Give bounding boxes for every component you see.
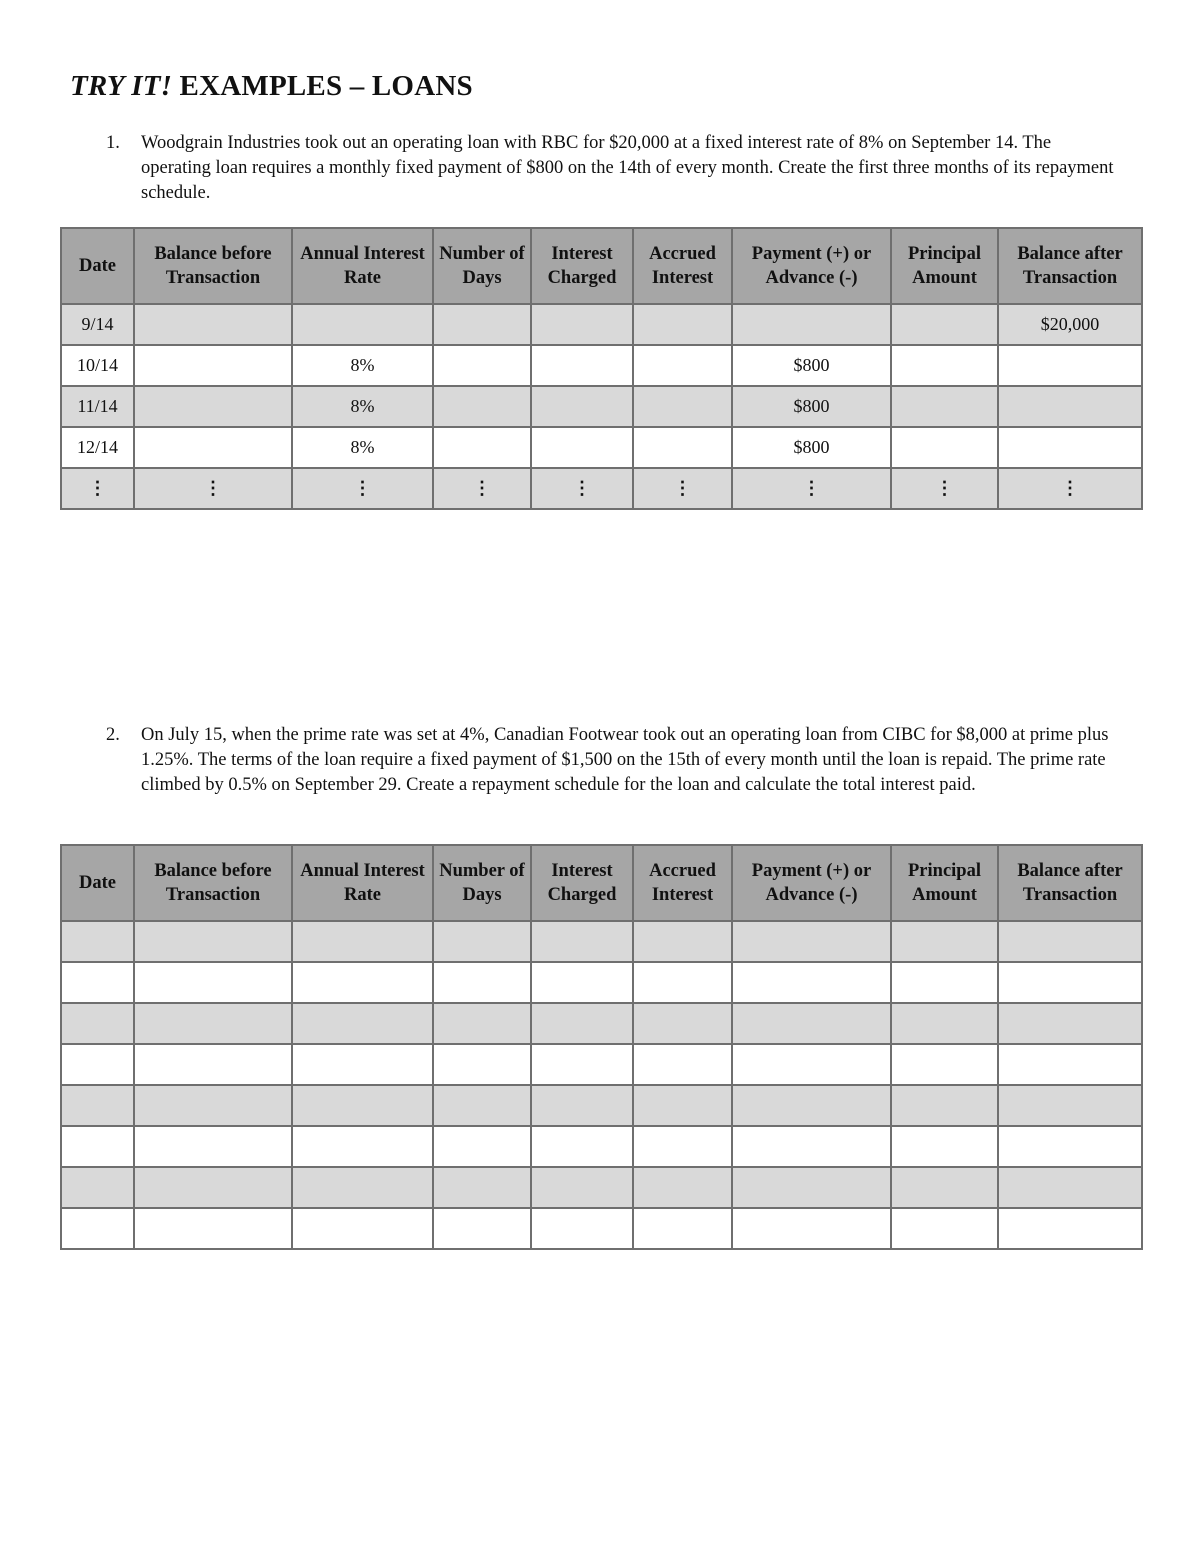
- table-cell: [433, 304, 531, 345]
- table-cell: [61, 1044, 134, 1085]
- table-cell: [531, 1126, 633, 1167]
- table-cell: [433, 1085, 531, 1126]
- table-cell: [134, 1208, 292, 1249]
- problem-1: [106, 131, 1116, 206]
- table-cell: [134, 386, 292, 427]
- table-cell: [433, 1044, 531, 1085]
- table-cell: [292, 1126, 433, 1167]
- table-cell: [891, 386, 998, 427]
- table-cell: [292, 1085, 433, 1126]
- repayment-schedule-table-1: [60, 227, 1143, 510]
- table-row: [61, 921, 1142, 962]
- table-cell: [433, 1208, 531, 1249]
- table-2-header-row: [61, 845, 1142, 921]
- table-cell: [531, 1167, 633, 1208]
- problem-2-text: On July 15, when the prime rate was set at 4%, Canadian Footwear took out an operating loan from CIBC for $8,000 at prime plus 1.25%. The terms of the loan require a fixed payment of $1,500 on the 15th of every month until the loan is repaid. The prime rate climbed by 0.5% on September 29. Create a repayment schedule for the loan and calculate the total interest paid.: [141, 725, 1109, 795]
- problem-1-number: 1.: [106, 133, 120, 153]
- table-row: [61, 1085, 1142, 1126]
- table-cell: [891, 345, 998, 386]
- table-cell: [998, 1085, 1142, 1126]
- table-cell: [134, 1167, 292, 1208]
- repayment-schedule-table-2: [60, 844, 1143, 1250]
- table-cell: [433, 921, 531, 962]
- table-cell: [998, 1003, 1142, 1044]
- table-cell: [998, 1167, 1142, 1208]
- table-cell: [433, 386, 531, 427]
- table-cell: [61, 921, 134, 962]
- table-cell: [732, 1126, 891, 1167]
- table-cell: [998, 345, 1142, 386]
- table-cell: [998, 1126, 1142, 1167]
- table-cell: [531, 427, 633, 468]
- table-cell: 8%: [292, 386, 433, 427]
- table-cell: [433, 1126, 531, 1167]
- table-cell: [134, 1085, 292, 1126]
- table-cell: [531, 1085, 633, 1126]
- table-1-header-row: [61, 228, 1142, 304]
- table-cell: [891, 1085, 998, 1126]
- header-balance-after: Balance after Transaction: [998, 845, 1142, 921]
- table-row: [61, 386, 1142, 427]
- header-interest-charged: Interest Charged: [531, 845, 633, 921]
- table-cell: [891, 962, 998, 1003]
- table-cell: [531, 1208, 633, 1249]
- table-cell: [531, 1003, 633, 1044]
- table-cell: [998, 921, 1142, 962]
- table-cell: [732, 1003, 891, 1044]
- table-row: [61, 427, 1142, 468]
- header-principal-amount: Principal Amount: [891, 845, 998, 921]
- header-balance-after: Balance after Transaction: [998, 228, 1142, 304]
- table-cell: [531, 921, 633, 962]
- table-cell: [134, 921, 292, 962]
- table-cell: [732, 1208, 891, 1249]
- table-cell: [292, 304, 433, 345]
- table-cell: [433, 962, 531, 1003]
- vertical-ellipsis: ⋮: [433, 468, 531, 509]
- table-cell: 8%: [292, 427, 433, 468]
- table-cell: 9/14: [61, 304, 134, 345]
- table-cell: [633, 427, 732, 468]
- table-cell: [61, 962, 134, 1003]
- table-cell: [891, 1208, 998, 1249]
- table-cell: [732, 1167, 891, 1208]
- table-cell: [433, 345, 531, 386]
- table-cell: [134, 1044, 292, 1085]
- vertical-ellipsis: ⋮: [61, 468, 134, 509]
- table-cell: 12/14: [61, 427, 134, 468]
- table-cell: [891, 427, 998, 468]
- table-cell: [633, 1044, 732, 1085]
- table-cell: [61, 1085, 134, 1126]
- table-cell: [531, 304, 633, 345]
- table-cell: [433, 1003, 531, 1044]
- table-cell: [531, 345, 633, 386]
- table-cell: [292, 962, 433, 1003]
- header-date: Date: [61, 228, 134, 304]
- table-cell: [998, 962, 1142, 1003]
- table-cell: [891, 921, 998, 962]
- table-row: [61, 1044, 1142, 1085]
- table-cell: [891, 1003, 998, 1044]
- table-cell: [633, 1208, 732, 1249]
- table-cell: [292, 1003, 433, 1044]
- vertical-ellipsis: ⋮: [732, 468, 891, 509]
- table-cell: $800: [732, 386, 891, 427]
- table-cell: [433, 427, 531, 468]
- table-cell: [998, 386, 1142, 427]
- header-annual-interest-rate: Annual Interest Rate: [292, 845, 433, 921]
- table-cell: 11/14: [61, 386, 134, 427]
- vertical-ellipsis: ⋮: [134, 468, 292, 509]
- table-cell: [891, 1167, 998, 1208]
- vertical-ellipsis: ⋮: [531, 468, 633, 509]
- table-cell: [633, 1085, 732, 1126]
- table-cell: [134, 345, 292, 386]
- table-cell: [433, 1167, 531, 1208]
- header-date: Date: [61, 845, 134, 921]
- table-cell: [134, 1126, 292, 1167]
- table-cell: [732, 962, 891, 1003]
- table-cell: [292, 1167, 433, 1208]
- table-row: [61, 1167, 1142, 1208]
- header-payment-or-advance: Payment (+) or Advance (-): [732, 845, 891, 921]
- table-row: [61, 1208, 1142, 1249]
- table-cell: [633, 1126, 732, 1167]
- table-cell: [633, 962, 732, 1003]
- table-cell: [732, 304, 891, 345]
- table-cell: [61, 1208, 134, 1249]
- header-number-of-days: Number of Days: [433, 845, 531, 921]
- vertical-ellipsis: ⋮: [891, 468, 998, 509]
- table-cell: [732, 1085, 891, 1126]
- table-cell: [61, 1003, 134, 1044]
- header-accrued-interest: Accrued Interest: [633, 228, 732, 304]
- table-cell: [633, 345, 732, 386]
- table-cell: [134, 304, 292, 345]
- table-cell: $800: [732, 345, 891, 386]
- header-principal-amount: Principal Amount: [891, 228, 998, 304]
- table-cell: [292, 921, 433, 962]
- table-cell: [891, 1044, 998, 1085]
- vertical-ellipsis: ⋮: [292, 468, 433, 509]
- table-cell: [891, 304, 998, 345]
- table-cell: [134, 427, 292, 468]
- table-cell: [998, 1208, 1142, 1249]
- table-cell: [633, 304, 732, 345]
- problem-1-text: Woodgrain Industries took out an operating loan with RBC for $20,000 at a fixed interest rate of 8% on September 14. The operating loan requires a monthly fixed payment of $800 on the 14th of every month. Create the first three months of its repayment schedule.: [141, 133, 1114, 203]
- table-cell: [531, 386, 633, 427]
- table-cell: [732, 1044, 891, 1085]
- header-accrued-interest: Accrued Interest: [633, 845, 732, 921]
- vertical-ellipsis: ⋮: [998, 468, 1142, 509]
- table-row: [61, 962, 1142, 1003]
- table-cell: [292, 1044, 433, 1085]
- table-cell: 10/14: [61, 345, 134, 386]
- table-cell: [134, 1003, 292, 1044]
- table-cell: [732, 921, 891, 962]
- problem-2: [106, 723, 1116, 798]
- table-row: [61, 1126, 1142, 1167]
- header-balance-before: Balance before Transaction: [134, 228, 292, 304]
- header-interest-charged: Interest Charged: [531, 228, 633, 304]
- header-payment-or-advance: Payment (+) or Advance (-): [732, 228, 891, 304]
- table-cell: [891, 1126, 998, 1167]
- table-cell: 8%: [292, 345, 433, 386]
- header-balance-before: Balance before Transaction: [134, 845, 292, 921]
- page-title: [70, 70, 473, 103]
- table-cell: [633, 1003, 732, 1044]
- table-row: [61, 1003, 1142, 1044]
- page-title-rest: EXAMPLES – LOANS: [172, 70, 473, 102]
- table-row: [61, 304, 1142, 345]
- table-cell: [633, 386, 732, 427]
- table-cell: [633, 921, 732, 962]
- table-cell: [61, 1167, 134, 1208]
- table-cell: $800: [732, 427, 891, 468]
- table-cell: [61, 1126, 134, 1167]
- table-cell: [633, 1167, 732, 1208]
- table-cell: [998, 1044, 1142, 1085]
- table-cell: [998, 427, 1142, 468]
- header-annual-interest-rate: Annual Interest Rate: [292, 228, 433, 304]
- table-row-ellipsis: [61, 468, 1142, 509]
- table-cell: [531, 962, 633, 1003]
- problem-2-number: 2.: [106, 725, 120, 745]
- page-title-emphasis: TRY IT!: [70, 70, 173, 102]
- vertical-ellipsis: ⋮: [633, 468, 732, 509]
- table-cell: [531, 1044, 633, 1085]
- table-cell: $20,000: [998, 304, 1142, 345]
- table-row: [61, 345, 1142, 386]
- header-number-of-days: Number of Days: [433, 228, 531, 304]
- table-cell: [292, 1208, 433, 1249]
- table-cell: [134, 962, 292, 1003]
